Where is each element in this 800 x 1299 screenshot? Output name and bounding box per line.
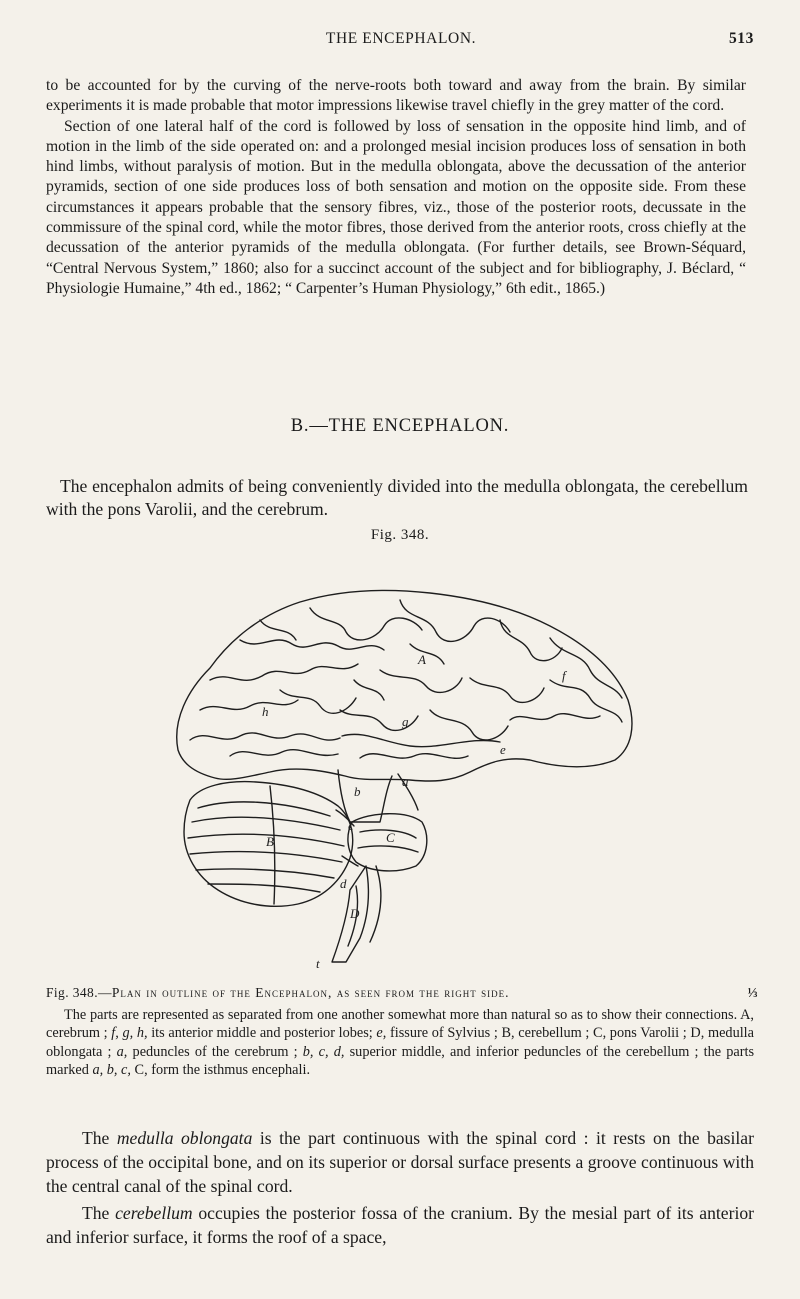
label-c: c <box>348 818 354 833</box>
figure-caption-heading <box>46 985 758 1001</box>
body-p2-term: cerebellum <box>115 1203 193 1223</box>
body-paragraph-2 <box>46 1201 754 1249</box>
caption-segment: superior middle, and inferior peduncles of the cerebellum ; the parts marked <box>46 1043 755 1079</box>
brain-figure <box>170 560 640 970</box>
label-g: g <box>402 714 409 729</box>
body-p1-start: The <box>82 1128 117 1148</box>
caption-scale: ⅓ <box>747 985 758 1000</box>
caption-number: Fig. 348.— <box>46 985 112 1000</box>
body-p2-rest: occupies the posterior fossa of the cranium. By the mesial part of its anterior and inferior surface, it forms the roof of a space, <box>46 1203 754 1247</box>
caption-italic-segment: a, b, c, <box>92 1062 131 1079</box>
label-A: A <box>418 652 426 667</box>
brain-illustration <box>170 560 640 970</box>
caption-segment: peduncles of the cerebrum ; <box>127 1043 303 1060</box>
label-d: d <box>340 876 347 891</box>
caption-segment: its anterior middle and posterior lobes; <box>147 1025 377 1042</box>
label-D: D <box>350 906 360 921</box>
caption-segment: C, form the isthmus encephali. <box>130 1062 311 1079</box>
caption-paragraph <box>46 1006 754 1080</box>
figure-label: Fig. 348. <box>370 527 430 543</box>
label-a: a <box>402 774 409 789</box>
body-p1-term: medulla oblongata <box>116 1128 253 1148</box>
label-B: B <box>266 834 274 849</box>
label-f: f <box>562 668 566 683</box>
label-e: e <box>500 742 506 757</box>
intro-paragraph-2: Section of one lateral half of the cord is followed by loss of sensation in the opposite hind limb, and of motion in the limb of the side operated on: and a prolonged mesial incision produces loss of sensation in both hind limbs, without paralysis of motion. But in the medulla oblongata, above the decussation of the anterior pyramids, section of one side produces loss of both sensation and motion on the opposite side. From these circumstances it appears probable that the sensory fibres, viz., those of the posterior roots, decussate in the commissure of the spinal cord, while the motor fibres, those derived from the anterior roots, cross chiefly at the decussation of the anterior pyramids of the medulla oblongata. (For further details, see Brown-Séquard, “Central Nervous System,” 1860; also for a succinct account of the subject and for bibliography, J. Béclard, “ Physiologie Humaine,” 4th ed., 1862; “ Carpenter’s Human Physiology,” 6th edit., 1865.) <box>46 117 746 297</box>
running-title: THE ENCEPHALON. <box>325 30 477 47</box>
figure-caption-body <box>46 1006 754 1080</box>
caption-italic-segment: a, <box>116 1043 128 1060</box>
caption-italic-segment: b, c, d, <box>302 1043 345 1060</box>
body-text <box>46 1126 754 1252</box>
caption-italic-segment: f, g, h, <box>111 1025 148 1042</box>
caption-segment: The parts are represented as separated from one another somewhat more than natural so as to show their connections. A, cerebrum ; <box>46 1007 754 1042</box>
lead-paragraph: The encephalon admits of being conveniently divided into the medulla oblongata, the cerebellum with the pons Varolii, and the cerebrum. <box>46 475 748 519</box>
body-paragraph-1 <box>46 1126 754 1198</box>
label-h: h <box>262 704 269 719</box>
intro-paragraph-1: to be accounted for by the curving of the nerve-roots both toward and away from the brain. By similar experiments it is made probable that motor impressions likewise travel chiefly in the grey matter of the cord. <box>46 77 746 115</box>
body-p2-start: The <box>82 1203 116 1223</box>
body-p1-rest: is the part continuous with the spinal cord : it rests on the basilar process of the occipital bone, and on its superior or dorsal surface presents a groove continuous with the central canal of the spinal cord. <box>46 1128 754 1196</box>
running-head <box>48 30 754 54</box>
caption-italic-segment: e, <box>376 1025 387 1042</box>
section-heading: B.—THE ENCEPHALON. <box>290 416 510 436</box>
caption-title: Plan in outline of the Encephalon, as seen from the right side. <box>111 985 510 1000</box>
intro-text <box>46 76 746 299</box>
page-number: 513 <box>728 30 754 47</box>
caption-segment: fissure of Sylvius ; B, cerebellum ; C, pons Varolii ; D, medulla oblongata ; <box>46 1025 755 1060</box>
label-t: t <box>316 956 320 970</box>
label-b: b <box>354 784 361 799</box>
sylvian-fissure <box>342 734 500 746</box>
label-C: C <box>386 830 395 845</box>
